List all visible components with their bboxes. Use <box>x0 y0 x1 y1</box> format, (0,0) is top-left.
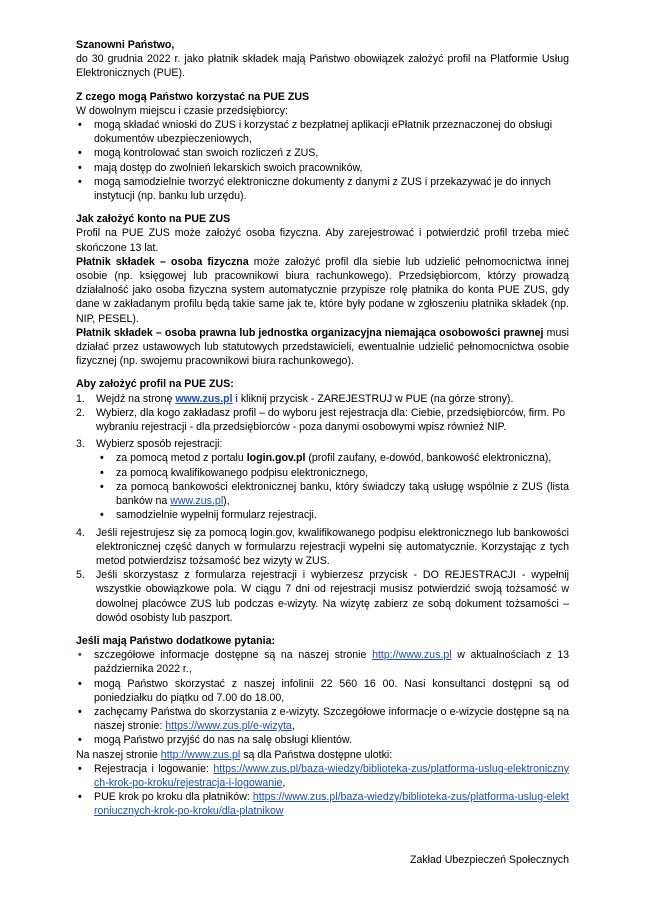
zus-site-link[interactable]: www.zus.pl <box>175 392 233 405</box>
section-title-benefits: Z czego mogą Państwo korzystać na PUE ZUS <box>76 90 310 103</box>
leaflet-1-label: Rejestracja i logowanie: <box>94 762 214 775</box>
questions-list <box>76 648 569 747</box>
step-1-text-post: i kliknij przycisk - ZAREJESTRUJ w PUE (na górze strony). <box>232 392 514 405</box>
step-number: 5. <box>76 569 85 582</box>
method-1-post: (profil zaufany, e-dowód, bankowość elektroniczna), <box>305 452 552 465</box>
info-3-post: , <box>291 720 295 733</box>
leaflets-list <box>76 762 569 819</box>
step-1-text-pre: Wejdź na stronę <box>96 392 176 405</box>
method-3-pre: za pomocą bankowości elektronicznej banku, który świadczy taką usługę wspólnie z ZUS (lista banków na <box>116 480 569 508</box>
login-gov-label: login.gov.pl <box>246 452 306 465</box>
legal-person-text: musi działać przez ustawowych lub statutowych przedstawicieli, ewentualnie udzielić pełnomocnictwa osobie fizycznej (np. swojemu pracownikowi biura rachunkowego). <box>76 326 570 368</box>
list-item: • mają dostęp do zwolnień lekarskich swoich pracowników, <box>76 161 569 175</box>
list-item <box>76 648 569 676</box>
list-item: • za pomocą kwalifikowanego podpisu elektronicznego, <box>96 466 569 480</box>
natural-person-label: Płatnik składek – osoba fizyczna <box>76 255 249 268</box>
payers-leaflet-link[interactable]: https://www.zus.pl/baza-wiedzy/biblioteka-zus/platforma-uslug-elektroniucznych-krok-po-kroku/dla-platnikow <box>94 791 569 818</box>
greeting: Szanowni Państwo, <box>76 39 175 51</box>
list-item: • mogą Państwo skorzystać z naszej infolinii 22 560 16 00. Nasi konsultanci dostępni są od poniedziałku do piątku od 7.00 do 18.00, <box>76 677 569 705</box>
list-item: • samodzielnie wypełnij formularz rejestracji. <box>96 508 569 522</box>
list-item: • mogą Państwo przyjść do nas na salę obsługi klientów. <box>76 733 569 747</box>
natural-person-text: może założyć profil dla siebie lub udzielić pełnomocnictwa innej osobie (np. księgowej lub pracownikowi biura rachunkowego). Przedsiębiorcom, którzy prowadzą działalność jako osoba fizyczna system automatycznie przypisze rolę płatnika do konta PUE ZUS, gdy dane w zakładanym profilu będą takie same jak te, które były podane w zgłoszeniu płatnika składek (np. NIP, PESEL). <box>76 255 569 325</box>
info-1-pre: szczegółowe informacje dostępne są na naszej stronie <box>94 649 373 662</box>
list-item: • mogą składać wnioski do ZUS i korzystać z bezpłatnej aplikacji ePłatnik przeznaczonej do obsługi dokumentów ubezpieczeniowych, <box>76 118 569 146</box>
list-item <box>76 790 569 818</box>
list-item: • mogą kontrolować stan swoich rozliczeń z ZUS, <box>76 146 569 160</box>
step-2-text: Wybierz, dla kogo zakładasz profil – do wyboru jest rejestracja dla: Ciebie, przedsiębiorców, firm. Po wybraniu rejestracji - dla przedsiębiorców - poza danymi osobowymi wpisz również NIP. <box>96 406 566 434</box>
leaflets-pre: Na naszej stronie <box>76 748 161 761</box>
steps-list-continued <box>76 526 569 625</box>
step-number: 1. <box>76 392 85 405</box>
step-number: 2. <box>76 406 85 419</box>
leaflets-lead <box>76 748 569 762</box>
step-3 <box>76 437 569 451</box>
leaflet-2-label: PUE krok po kroku dla płatników: <box>94 791 253 804</box>
registration-leaflet-link[interactable]: https://www.zus.pl/baza-wiedzy/biblioteka-zus/platforma-uslug-elektronicznych-krok-po-kroku/rejestracja-i-logowanie <box>94 762 569 789</box>
section-title-steps: Aby założyć profil na PUE ZUS: <box>76 378 234 391</box>
leaflet-1-post: , <box>282 776 286 789</box>
method-3-post: ), <box>223 495 230 508</box>
list-item <box>96 480 569 508</box>
benefits-lead: W dowolnym miejscu i czasie przedsiębiorcy: <box>76 104 288 117</box>
account-paragraph-natural-person <box>76 255 569 326</box>
section-title-account: Jak założyć konto na PUE ZUS <box>76 213 231 226</box>
section-title-questions: Jeśli mają Państwo dodatkowe pytania: <box>76 634 275 647</box>
step-4-text: Jeśli rejestrujesz się za pomocą login.gov, kwalifikowanego podpisu elektronicznego lub bankowości elektronicznej część danych w formularzu rejestracji wypełni się automatycznie. Korzystając z tych metod potwierdzisz tożsamość bez wizyty w ZUS. <box>96 526 569 567</box>
step-5-text: Jeśli skorzystasz z formularza rejestracji i wybierzesz przycisk - DO REJESTRACJI - wypełnij wszystkie obowiązkowe pola. W ciągu 7 dni od rejestracji musisz potwierdzić swoją tożsamość w dowolnej placówce ZUS lub podczas e-wizyty. Na wizytę zabierz ze sobą dokument tożsamości – dowód osobisty lub paszport. <box>96 569 569 624</box>
zus-site-link[interactable]: http://www.zus.pl <box>372 649 452 662</box>
account-paragraph-age: Profil na PUE ZUS może założyć osoba fizyczna. Aby zarejestrować i potwierdzić profil trzeba mieć skończone 13 lat. <box>76 227 569 254</box>
list-item: • mogą samodzielnie tworzyć elektroniczne dokumenty z danymi z ZUS i przekazywać je do innych instytucji (np. banku lub urzędu). <box>76 175 569 203</box>
intro-paragraph: do 30 grudnia 2022 r. jako płatnik składek mają Państwo obowiązek założyć profil na Platformie Usług Elektronicznych (PUE). <box>76 53 569 80</box>
step-4 <box>76 526 569 569</box>
list-item <box>76 762 569 790</box>
benefits-list <box>76 118 569 203</box>
leaflets-post: są dla Państwa dostępne ulotki: <box>240 748 393 761</box>
legal-person-label: Płatnik składek – osoba prawna lub jednostka organizacyjna niemająca osobowości prawnej <box>76 326 544 339</box>
step-2 <box>76 406 569 434</box>
steps-list <box>76 392 569 452</box>
list-item <box>96 451 569 465</box>
step-number: 3. <box>76 438 85 451</box>
step-5 <box>76 568 569 625</box>
registration-methods-list <box>76 451 569 522</box>
account-paragraph-legal-person <box>76 326 569 369</box>
step-number: 4. <box>76 526 85 539</box>
signature: Zakład Ubezpieczeń Społecznych <box>410 854 569 866</box>
info-1-post: w aktualnościach z 13 października 2022 r., <box>94 649 569 676</box>
step-1 <box>76 392 569 406</box>
info-3-pre: zachęcamy Państwa do skorzystania z e-wizyty. Szczegółowe informacje o e-wizycie dostępne są na naszej stronie: <box>94 705 569 733</box>
zus-site-link[interactable]: http://www.zus.pl <box>160 748 241 761</box>
zus-site-link[interactable]: www.zus.pl <box>170 495 224 508</box>
method-1-pre: za pomocą metod z portalu <box>116 452 247 465</box>
e-wizyta-link[interactable]: https://www.zus.pl/e-wizyta <box>165 720 292 733</box>
step-3-text: Wybierz sposób rejestracji: <box>96 438 223 451</box>
list-item <box>76 705 569 733</box>
